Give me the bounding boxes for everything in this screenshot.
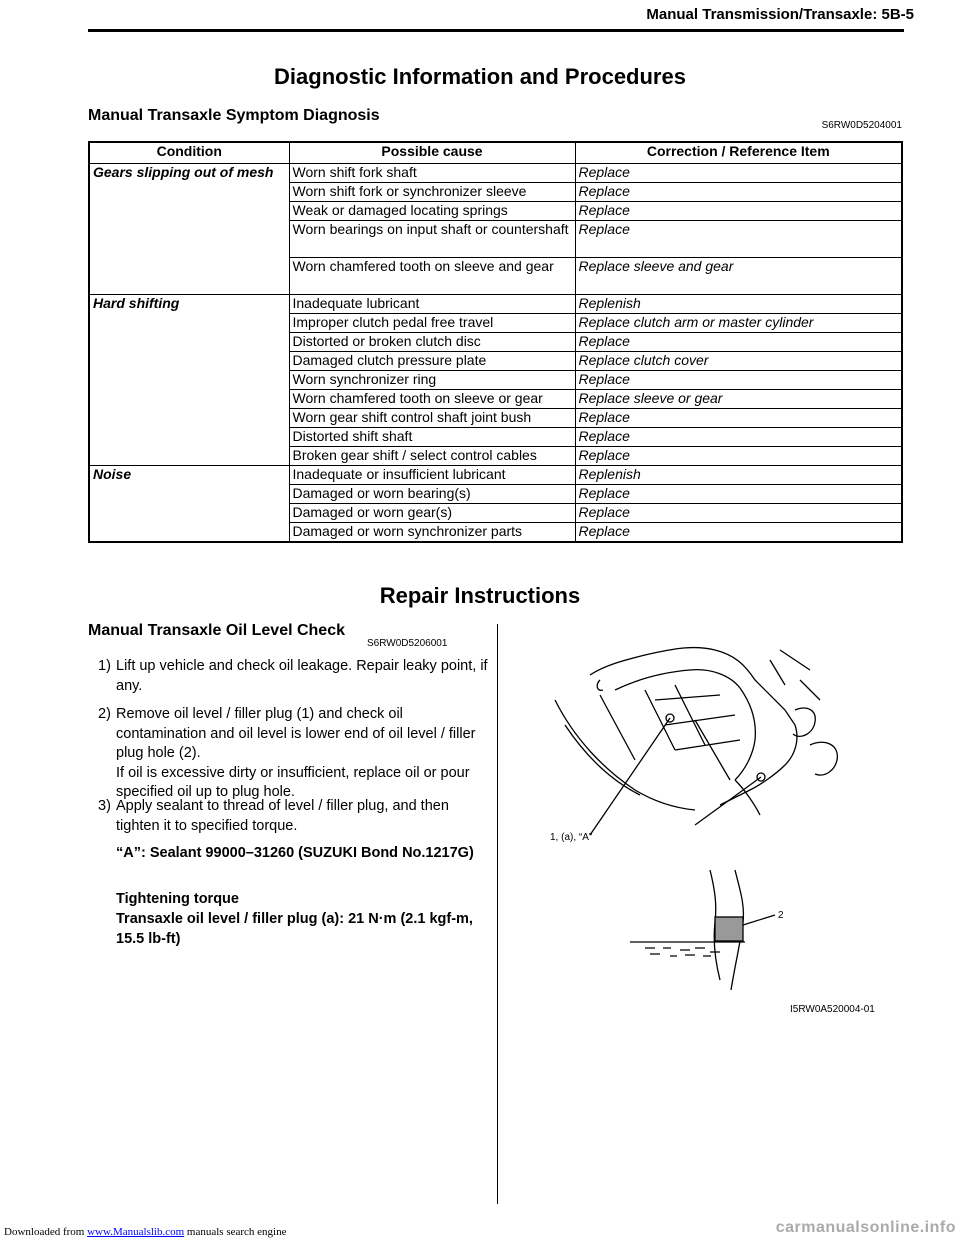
- torque-value: Transaxle oil level / filler plug (a): 21 N·m (2.1 kgf-m, 15.5 lb-ft): [116, 911, 473, 947]
- step-number: 2): [98, 706, 111, 722]
- figure-label-2: 2: [778, 910, 784, 921]
- correction-cell: Replace: [575, 428, 902, 447]
- correction-cell: Replace: [575, 409, 902, 428]
- subsection-title-oil-check: Manual Transaxle Oil Level Check: [88, 622, 345, 639]
- correction-cell: Replenish: [575, 466, 902, 485]
- correction-cell: Replace: [575, 485, 902, 504]
- step-number: 1): [98, 658, 111, 674]
- step-2: [98, 705, 490, 803]
- cause-cell: Worn shift fork or synchronizer sleeve: [289, 183, 575, 202]
- subsection-title-symptom: Manual Transaxle Symptom Diagnosis: [88, 107, 380, 124]
- col-header-cause: Possible cause: [289, 142, 575, 164]
- step-extra-text: If oil is excessive dirty or insufficient, replace oil or pour specified oil up to plug hole.: [116, 764, 470, 800]
- cause-cell: Worn chamfered tooth on sleeve and gear: [289, 258, 575, 295]
- cause-cell: Damaged or worn synchronizer parts: [289, 523, 575, 543]
- col-header-correction: Correction / Reference Item: [575, 142, 902, 164]
- correction-cell: Replace clutch cover: [575, 352, 902, 371]
- step-3: [98, 797, 490, 836]
- transaxle-illustration: [545, 630, 903, 1020]
- step-number: 3): [98, 798, 111, 814]
- condition-cell: Hard shifting: [89, 295, 289, 466]
- correction-cell: Replace: [575, 504, 902, 523]
- cause-cell: Damaged clutch pressure plate: [289, 352, 575, 371]
- correction-cell: Replace: [575, 202, 902, 221]
- footer-link[interactable]: www.Manualslib.com: [87, 1226, 185, 1238]
- column-divider: [497, 624, 498, 1204]
- cause-cell: Worn gear shift control shaft joint bush: [289, 409, 575, 428]
- footer-suffix: manuals search engine: [184, 1226, 287, 1238]
- footer-download-line: [4, 1226, 286, 1238]
- oil-level-figure: [545, 630, 903, 1020]
- condition-cell: Noise: [89, 466, 289, 543]
- cause-cell: Weak or damaged locating springs: [289, 202, 575, 221]
- correction-cell: Replace sleeve and gear: [575, 258, 902, 295]
- cause-cell: Improper clutch pedal free travel: [289, 314, 575, 333]
- cause-cell: Damaged or worn gear(s): [289, 504, 575, 523]
- step-1: [98, 657, 490, 696]
- section-title-repair: Repair Instructions: [379, 583, 581, 608]
- section-code: S6RW0D5204001: [821, 120, 902, 131]
- correction-cell: Replace: [575, 523, 902, 543]
- figure-id: I5RW0A520004-01: [790, 1004, 875, 1015]
- correction-cell: Replace: [575, 164, 902, 183]
- cause-cell: Inadequate lubricant: [289, 295, 575, 314]
- correction-cell: Replace: [575, 183, 902, 202]
- cause-cell: Worn bearings on input shaft or countershaft: [289, 221, 575, 258]
- header-rule: [88, 29, 904, 32]
- correction-cell: Replace: [575, 447, 902, 466]
- correction-cell: Replace: [575, 333, 902, 352]
- step-text: Remove oil level / filler plug (1) and check oil contamination and oil level is lower end of oil level / filler plug hole (2).: [116, 706, 476, 761]
- col-header-condition: Condition: [89, 142, 289, 164]
- cause-cell: Inadequate or insufficient lubricant: [289, 466, 575, 485]
- cause-cell: Distorted or broken clutch disc: [289, 333, 575, 352]
- sealant-spec: “A”: Sealant 99000–31260 (SUZUKI Bond No.1217G): [116, 845, 474, 861]
- page-header-title: Manual Transmission/Transaxle: 5B-5: [646, 6, 914, 23]
- step-text: Apply sealant to thread of level / filler plug, and then tighten it to specified torque.: [116, 798, 449, 834]
- condition-cell: Gears slipping out of mesh: [89, 164, 289, 295]
- cause-cell: Damaged or worn bearing(s): [289, 485, 575, 504]
- correction-cell: Replace: [575, 371, 902, 390]
- section-code: S6RW0D5206001: [367, 638, 448, 649]
- cause-cell: Worn synchronizer ring: [289, 371, 575, 390]
- cause-cell: Broken gear shift / select control cables: [289, 447, 575, 466]
- correction-cell: Replenish: [575, 295, 902, 314]
- cause-cell: Worn chamfered tooth on sleeve or gear: [289, 390, 575, 409]
- cause-cell: Worn shift fork shaft: [289, 164, 575, 183]
- figure-label-1: 1, (a), “A”: [550, 832, 593, 843]
- symptom-diagnosis-table: [88, 141, 903, 543]
- footer-watermark: carmanualsonline.info: [775, 1219, 956, 1236]
- section-title-diagnostic: Diagnostic Information and Procedures: [274, 64, 686, 89]
- footer-prefix: Downloaded from: [4, 1226, 88, 1238]
- correction-cell: Replace sleeve or gear: [575, 390, 902, 409]
- step-text: Lift up vehicle and check oil leakage. Repair leaky point, if any.: [116, 658, 488, 694]
- correction-cell: Replace clutch arm or master cylinder: [575, 314, 902, 333]
- cause-cell: Distorted shift shaft: [289, 428, 575, 447]
- correction-cell: Replace: [575, 221, 902, 258]
- torque-title: Tightening torque: [116, 891, 239, 907]
